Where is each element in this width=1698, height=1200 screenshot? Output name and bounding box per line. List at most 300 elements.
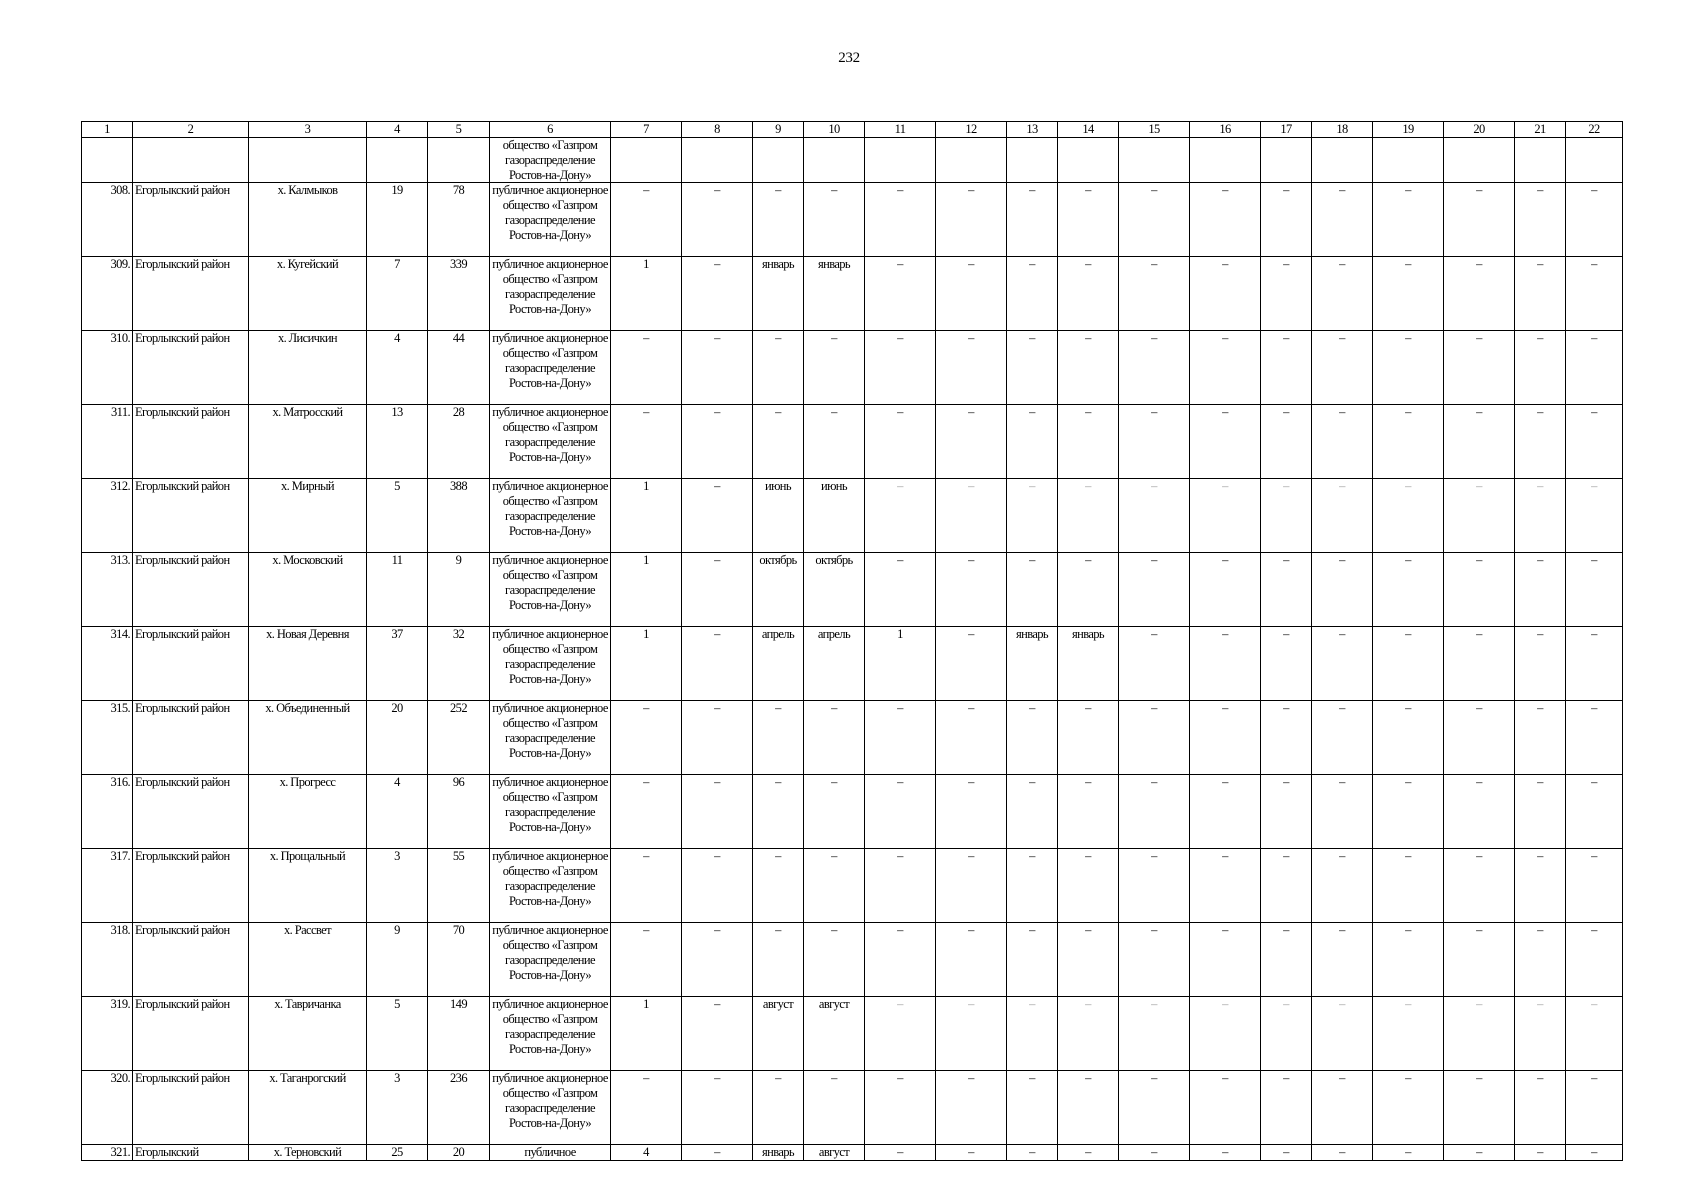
locality-cell: х. Терновский	[249, 1145, 367, 1161]
value-cell: 5	[367, 997, 428, 1071]
value-cell: –	[1058, 257, 1119, 331]
column-number: 13	[1007, 122, 1058, 138]
value-cell: –	[1373, 997, 1444, 1071]
value-cell: –	[1261, 331, 1312, 405]
value-cell: –	[1312, 331, 1373, 405]
value-cell: –	[1444, 405, 1515, 479]
value-cell: август	[753, 997, 804, 1071]
operator-cell: публичное	[490, 1145, 611, 1161]
value-cell: –	[1373, 627, 1444, 701]
value-cell: –	[804, 405, 865, 479]
value-cell: –	[1007, 479, 1058, 553]
table-row	[82, 923, 1623, 997]
value-cell: –	[1007, 405, 1058, 479]
column-number: 10	[804, 122, 865, 138]
value-cell: –	[611, 775, 682, 849]
operator-cell: публичное акционерное общество «Газпром газораспределение Ростов-на-Дону»	[490, 183, 611, 257]
district-cell: Егорлыкский район	[133, 405, 249, 479]
value-cell: –	[1190, 1145, 1261, 1161]
value-cell: 13	[367, 405, 428, 479]
table-row	[82, 775, 1623, 849]
value-cell: 1	[865, 627, 936, 701]
operator-cell: публичное акционерное общество «Газпром газораспределение Ростов-на-Дону»	[490, 701, 611, 775]
value-cell: –	[1515, 923, 1566, 997]
value-cell: –	[1566, 849, 1623, 923]
value-cell: –	[682, 1071, 753, 1145]
value-cell: –	[1515, 405, 1566, 479]
row-number-cell: 316.	[82, 775, 133, 849]
value-cell: –	[1119, 775, 1190, 849]
value-cell: –	[682, 331, 753, 405]
value-cell: –	[1190, 479, 1261, 553]
value-cell: 1	[611, 627, 682, 701]
value-cell: –	[1007, 923, 1058, 997]
value-cell: –	[1566, 257, 1623, 331]
locality-cell: х. Прогресс	[249, 775, 367, 849]
value-cell: –	[1119, 553, 1190, 627]
column-number: 19	[1373, 122, 1444, 138]
table-row	[82, 627, 1623, 701]
table-row	[82, 997, 1623, 1071]
table-row	[82, 479, 1623, 553]
row-number-cell: 320.	[82, 1071, 133, 1145]
value-cell: –	[1119, 997, 1190, 1071]
value-cell: –	[1058, 849, 1119, 923]
table-row	[82, 405, 1623, 479]
value-cell: –	[1566, 923, 1623, 997]
value-cell: –	[1312, 701, 1373, 775]
value-cell: –	[936, 479, 1007, 553]
value-cell: 20	[367, 701, 428, 775]
value-cell: август	[804, 1145, 865, 1161]
value-cell: –	[1444, 257, 1515, 331]
value-cell: –	[1190, 331, 1261, 405]
value-cell: –	[865, 553, 936, 627]
value-cell: 11	[367, 553, 428, 627]
value-cell: –	[936, 701, 1007, 775]
value-cell: –	[1444, 701, 1515, 775]
value-cell: –	[804, 331, 865, 405]
value-cell: –	[611, 923, 682, 997]
district-cell: Егорлыкский район	[133, 183, 249, 257]
value-cell: –	[865, 405, 936, 479]
value-cell: –	[1444, 997, 1515, 1071]
operator-cell: публичное акционерное общество «Газпром газораспределение Ростов-на-Дону»	[490, 1071, 611, 1145]
value-cell: –	[1373, 1145, 1444, 1161]
value-cell: –	[682, 553, 753, 627]
value-cell: –	[1515, 775, 1566, 849]
value-cell: апрель	[753, 627, 804, 701]
value-cell: –	[936, 997, 1007, 1071]
value-cell: –	[1515, 553, 1566, 627]
value-cell: –	[1515, 849, 1566, 923]
value-cell: –	[865, 849, 936, 923]
value-cell: –	[1190, 923, 1261, 997]
value-cell: –	[611, 1071, 682, 1145]
value-cell: –	[1261, 923, 1312, 997]
value-cell: 3	[367, 849, 428, 923]
value-cell: –	[1119, 257, 1190, 331]
value-cell: –	[865, 701, 936, 775]
value-cell: –	[1566, 701, 1623, 775]
value-cell: –	[936, 553, 1007, 627]
value-cell: 28	[428, 405, 490, 479]
value-cell: –	[1566, 405, 1623, 479]
operator-cell: публичное акционерное общество «Газпром газораспределение Ростов-на-Дону»	[490, 405, 611, 479]
value-cell: 44	[428, 331, 490, 405]
value-cell: –	[1444, 479, 1515, 553]
value-cell: –	[1515, 997, 1566, 1071]
column-number: 16	[1190, 122, 1261, 138]
value-cell: 339	[428, 257, 490, 331]
value-cell: –	[1190, 257, 1261, 331]
row-number-cell: 321.	[82, 1145, 133, 1161]
value-cell: –	[1190, 627, 1261, 701]
district-cell: Егорлыкский район	[133, 479, 249, 553]
value-cell: –	[611, 849, 682, 923]
value-cell: 96	[428, 775, 490, 849]
value-cell: –	[682, 257, 753, 331]
value-cell: –	[1058, 405, 1119, 479]
value-cell: –	[1373, 1071, 1444, 1145]
value-cell: –	[611, 183, 682, 257]
value-cell: –	[611, 701, 682, 775]
value-cell: –	[1119, 331, 1190, 405]
operator-cell: публичное акционерное общество «Газпром газораспределение Ростов-на-Дону»	[490, 331, 611, 405]
value-cell: 19	[367, 183, 428, 257]
value-cell: –	[1515, 627, 1566, 701]
value-cell: –	[936, 923, 1007, 997]
table-row	[82, 701, 1623, 775]
value-cell: –	[1190, 775, 1261, 849]
value-cell: 1	[611, 997, 682, 1071]
district-cell: Егорлыкский район	[133, 997, 249, 1071]
value-cell: –	[1515, 183, 1566, 257]
column-number: 11	[865, 122, 936, 138]
value-cell: –	[1007, 775, 1058, 849]
value-cell: –	[1566, 479, 1623, 553]
value-cell: –	[1515, 1145, 1566, 1161]
value-cell: август	[804, 997, 865, 1071]
district-cell: Егорлыкский район	[133, 257, 249, 331]
value-cell: –	[1007, 257, 1058, 331]
column-number: 6	[490, 122, 611, 138]
value-cell: –	[1444, 1145, 1515, 1161]
value-cell: июнь	[804, 479, 865, 553]
value-cell: –	[1566, 997, 1623, 1071]
value-cell: 4	[367, 775, 428, 849]
value-cell: –	[936, 257, 1007, 331]
value-cell: октябрь	[804, 553, 865, 627]
value-cell: –	[753, 331, 804, 405]
continuation-row	[82, 138, 1623, 183]
operator-cell: общество «Газпром газораспределение Ростов-на-Дону»	[490, 138, 611, 183]
column-number: 21	[1515, 122, 1566, 138]
value-cell: –	[682, 183, 753, 257]
column-number: 14	[1058, 122, 1119, 138]
value-cell: –	[1261, 775, 1312, 849]
value-cell: –	[1312, 849, 1373, 923]
value-cell: 1	[611, 257, 682, 331]
value-cell: 388	[428, 479, 490, 553]
value-cell: –	[1515, 331, 1566, 405]
value-cell: –	[936, 331, 1007, 405]
value-cell: –	[1312, 553, 1373, 627]
column-number: 1	[82, 122, 133, 138]
value-cell: 252	[428, 701, 490, 775]
value-cell: –	[1261, 849, 1312, 923]
value-cell: 32	[428, 627, 490, 701]
value-cell: –	[753, 1071, 804, 1145]
district-cell: Егорлыкский район	[133, 849, 249, 923]
operator-cell: публичное акционерное общество «Газпром газораспределение Ростов-на-Дону»	[490, 775, 611, 849]
value-cell: –	[1058, 1071, 1119, 1145]
value-cell: –	[1312, 1145, 1373, 1161]
value-cell: –	[936, 627, 1007, 701]
value-cell: –	[1312, 923, 1373, 997]
value-cell: –	[1566, 1145, 1623, 1161]
value-cell: –	[1444, 553, 1515, 627]
value-cell: –	[1312, 627, 1373, 701]
value-cell: июнь	[753, 479, 804, 553]
value-cell: –	[1566, 331, 1623, 405]
value-cell: –	[753, 183, 804, 257]
value-cell: –	[804, 775, 865, 849]
column-number: 8	[682, 122, 753, 138]
row-number-cell: 312.	[82, 479, 133, 553]
locality-cell: х. Объединенный	[249, 701, 367, 775]
locality-cell: х. Рассвет	[249, 923, 367, 997]
value-cell: –	[1261, 701, 1312, 775]
value-cell: 9	[367, 923, 428, 997]
value-cell: –	[1058, 553, 1119, 627]
value-cell: –	[1373, 331, 1444, 405]
value-cell: –	[936, 775, 1007, 849]
value-cell: –	[865, 1145, 936, 1161]
row-number-cell: 314.	[82, 627, 133, 701]
locality-cell: х. Таганрогский	[249, 1071, 367, 1145]
value-cell: январь	[1058, 627, 1119, 701]
row-number-cell: 309.	[82, 257, 133, 331]
value-cell: –	[1373, 479, 1444, 553]
value-cell: –	[1373, 183, 1444, 257]
row-number-cell: 313.	[82, 553, 133, 627]
operator-cell: публичное акционерное общество «Газпром газораспределение Ростов-на-Дону»	[490, 997, 611, 1071]
value-cell: –	[804, 701, 865, 775]
value-cell: январь	[753, 1145, 804, 1161]
value-cell: –	[1261, 553, 1312, 627]
district-cell: Егорлыкский	[133, 1145, 249, 1161]
locality-cell: х. Тавричанка	[249, 997, 367, 1071]
value-cell: –	[865, 331, 936, 405]
value-cell: 55	[428, 849, 490, 923]
value-cell: –	[611, 331, 682, 405]
value-cell: –	[1373, 775, 1444, 849]
table-row	[82, 183, 1623, 257]
column-number: 17	[1261, 122, 1312, 138]
value-cell: –	[1007, 553, 1058, 627]
value-cell: –	[936, 1071, 1007, 1145]
value-cell: –	[936, 405, 1007, 479]
value-cell: –	[1058, 997, 1119, 1071]
value-cell: январь	[753, 257, 804, 331]
table-row	[82, 1145, 1623, 1161]
value-cell: –	[1007, 183, 1058, 257]
value-cell: –	[682, 849, 753, 923]
value-cell: –	[804, 1071, 865, 1145]
value-cell: –	[1444, 923, 1515, 997]
value-cell: –	[865, 183, 936, 257]
value-cell: –	[753, 849, 804, 923]
locality-cell: х. Новая Деревня	[249, 627, 367, 701]
column-number: 15	[1119, 122, 1190, 138]
operator-cell: публичное акционерное общество «Газпром газораспределение Ростов-на-Дону»	[490, 627, 611, 701]
value-cell: –	[753, 775, 804, 849]
value-cell: –	[1515, 479, 1566, 553]
value-cell: –	[1190, 405, 1261, 479]
gasification-table	[81, 121, 1623, 1161]
value-cell: –	[1007, 331, 1058, 405]
value-cell: –	[1373, 553, 1444, 627]
value-cell: апрель	[804, 627, 865, 701]
value-cell: –	[1119, 923, 1190, 997]
value-cell: –	[1190, 183, 1261, 257]
operator-cell: публичное акционерное общество «Газпром газораспределение Ростов-на-Дону»	[490, 923, 611, 997]
value-cell: 1	[611, 479, 682, 553]
value-cell: –	[1190, 701, 1261, 775]
value-cell: 236	[428, 1071, 490, 1145]
district-cell: Егорлыкский район	[133, 923, 249, 997]
value-cell: 70	[428, 923, 490, 997]
value-cell: –	[804, 923, 865, 997]
district-cell: Егорлыкский район	[133, 553, 249, 627]
value-cell: –	[1007, 1145, 1058, 1161]
value-cell: –	[936, 849, 1007, 923]
value-cell: –	[1119, 405, 1190, 479]
value-cell: –	[753, 405, 804, 479]
value-cell: –	[865, 775, 936, 849]
value-cell: –	[1312, 997, 1373, 1071]
value-cell: –	[1190, 553, 1261, 627]
value-cell: –	[1312, 775, 1373, 849]
value-cell: –	[1312, 183, 1373, 257]
row-number-cell: 310.	[82, 331, 133, 405]
value-cell: –	[865, 257, 936, 331]
value-cell: 20	[428, 1145, 490, 1161]
row-number-cell: 319.	[82, 997, 133, 1071]
value-cell: –	[1058, 923, 1119, 997]
column-number: 2	[133, 122, 249, 138]
value-cell: –	[1261, 1145, 1312, 1161]
locality-cell: х. Мирный	[249, 479, 367, 553]
value-cell: –	[1261, 405, 1312, 479]
value-cell: –	[1373, 257, 1444, 331]
value-cell: –	[1058, 479, 1119, 553]
value-cell: –	[1444, 1071, 1515, 1145]
value-cell: –	[865, 1071, 936, 1145]
row-number-cell: 315.	[82, 701, 133, 775]
value-cell: –	[1119, 1145, 1190, 1161]
value-cell: –	[1566, 183, 1623, 257]
value-cell: октябрь	[753, 553, 804, 627]
value-cell: 4	[367, 331, 428, 405]
table-row	[82, 1071, 1623, 1145]
value-cell: –	[1373, 701, 1444, 775]
row-number-cell: 318.	[82, 923, 133, 997]
column-number-row	[82, 122, 1623, 138]
value-cell: –	[936, 1145, 1007, 1161]
value-cell: 78	[428, 183, 490, 257]
district-cell: Егорлыкский район	[133, 331, 249, 405]
value-cell: –	[1007, 1071, 1058, 1145]
value-cell: –	[804, 849, 865, 923]
district-cell: Егорлыкский район	[133, 1071, 249, 1145]
column-number: 4	[367, 122, 428, 138]
value-cell: –	[1312, 1071, 1373, 1145]
value-cell: –	[1190, 997, 1261, 1071]
column-number: 5	[428, 122, 490, 138]
value-cell: –	[1515, 1071, 1566, 1145]
value-cell: –	[1566, 1071, 1623, 1145]
value-cell: –	[1566, 553, 1623, 627]
table-row	[82, 257, 1623, 331]
value-cell: 149	[428, 997, 490, 1071]
value-cell: январь	[1007, 627, 1058, 701]
value-cell: –	[1312, 257, 1373, 331]
value-cell: –	[1261, 627, 1312, 701]
table-row	[82, 849, 1623, 923]
value-cell: –	[1261, 183, 1312, 257]
value-cell: –	[1119, 183, 1190, 257]
value-cell: –	[1444, 331, 1515, 405]
value-cell: –	[865, 923, 936, 997]
operator-cell: публичное акционерное общество «Газпром газораспределение Ростов-на-Дону»	[490, 257, 611, 331]
column-number: 9	[753, 122, 804, 138]
locality-cell: х. Кугейский	[249, 257, 367, 331]
value-cell: –	[1312, 479, 1373, 553]
value-cell: –	[682, 701, 753, 775]
district-cell: Егорлыкский район	[133, 627, 249, 701]
table-body	[82, 138, 1623, 1161]
value-cell: 3	[367, 1071, 428, 1145]
value-cell: –	[1515, 701, 1566, 775]
value-cell: 5	[367, 479, 428, 553]
value-cell: –	[1515, 257, 1566, 331]
value-cell: –	[1373, 405, 1444, 479]
locality-cell: х. Матросский	[249, 405, 367, 479]
value-cell: –	[865, 997, 936, 1071]
value-cell: –	[611, 405, 682, 479]
value-cell: –	[1261, 257, 1312, 331]
district-cell: Егорлыкский район	[133, 775, 249, 849]
page-number: 232	[838, 50, 860, 66]
table-row	[82, 553, 1623, 627]
value-cell: –	[682, 627, 753, 701]
value-cell: 7	[367, 257, 428, 331]
value-cell: –	[1261, 1071, 1312, 1145]
table-row	[82, 331, 1623, 405]
value-cell: январь	[804, 257, 865, 331]
value-cell: –	[1058, 183, 1119, 257]
locality-cell: х. Калмыков	[249, 183, 367, 257]
column-number: 20	[1444, 122, 1515, 138]
row-number-cell: 317.	[82, 849, 133, 923]
value-cell: –	[1261, 479, 1312, 553]
value-cell: –	[1007, 701, 1058, 775]
value-cell: –	[682, 479, 753, 553]
value-cell: –	[682, 923, 753, 997]
value-cell: –	[1119, 627, 1190, 701]
